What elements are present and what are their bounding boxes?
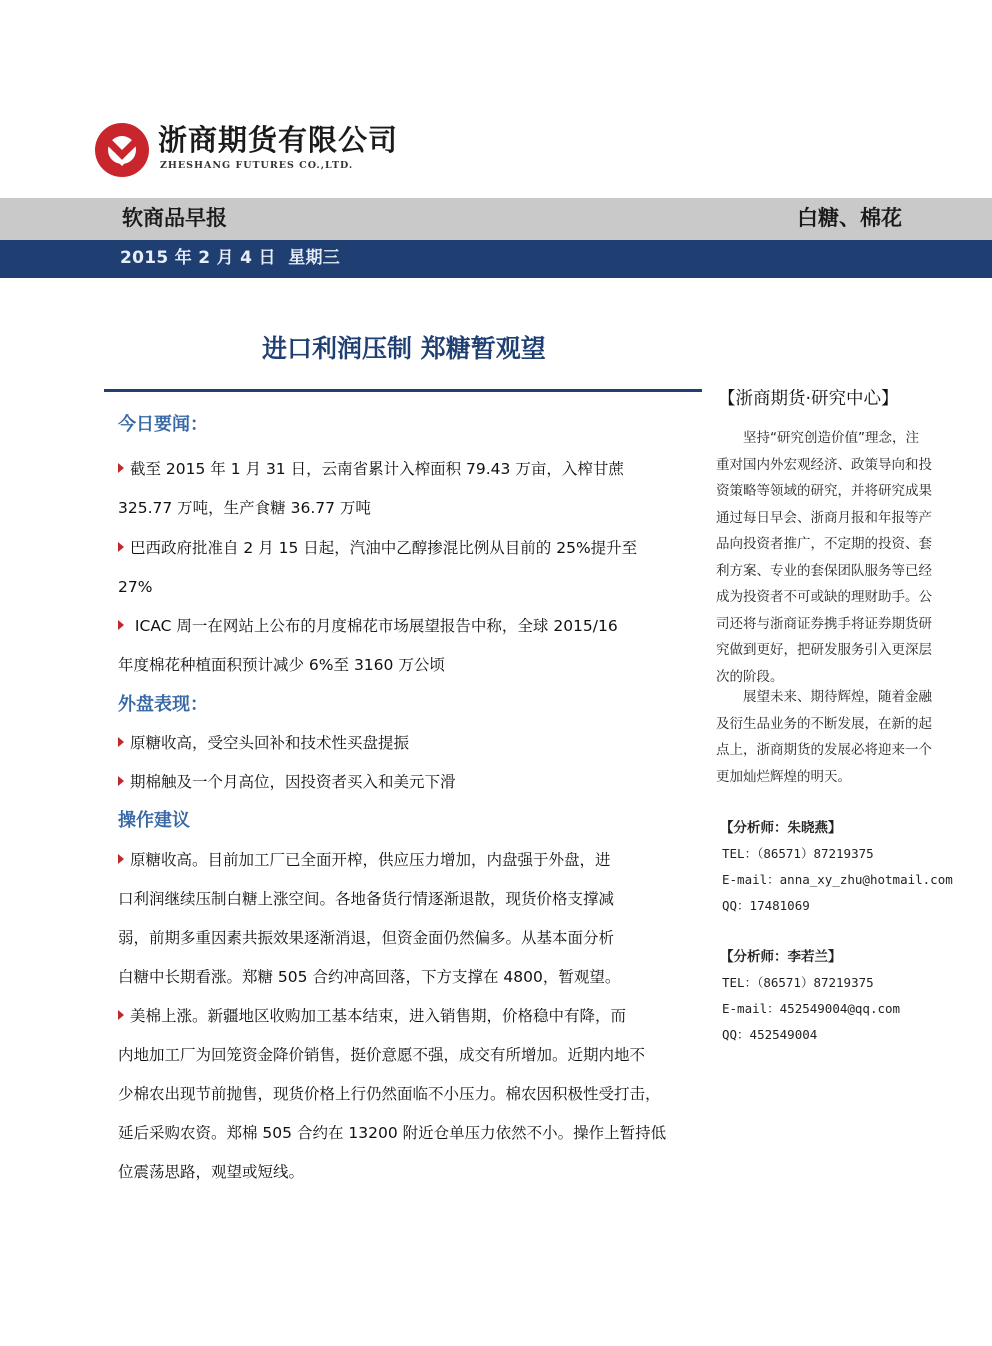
research-center-heading: 【浙商期货·研究中心】 xyxy=(718,389,899,409)
research-center-outlook: 展望未来、期待辉煌，随着金融 及衍生品业务的不断发展，在新的起 点上，浙商期货的发展必将迎来一个 更加灿烂辉煌的明天。 xyxy=(716,689,932,785)
report-type: 软商品早报 xyxy=(122,206,227,230)
title-divider xyxy=(104,389,702,392)
research-center-intro: 坚持“研究创造价值”理念，注 重对国内外宏观经济、政策导向和投 资策略等领域的研究，并将研究成果 通过每日早会、浙商月报和年报等产 品向投资者推广，不定期的投资、套 利方案、专业的套保团队服务等已经 成为投资者不可或缺的理财助手。公 司还将与浙商证券携手将证券期货研 究做到更好，把研发服务引入更深层 次的阶段。 xyxy=(716,430,932,685)
external-item: 原糖收高，受空头回补和技术性买盘提振 xyxy=(118,724,680,763)
news-item: ICAC 周一在网站上公布的月度棉花市场展望报告中称，全球 2015/16 年度棉花种植面积预计减少 6%至 3160 万公顷 xyxy=(118,617,618,674)
company-name-en: ZHESHANG FUTURES CO.,LTD. xyxy=(160,160,354,171)
analyst-qq: QQ：17481069 xyxy=(722,898,810,913)
report-date: 2015 年 2 月 4 日 星期三 xyxy=(120,248,341,268)
bullet-icon xyxy=(118,542,124,552)
section-heading-advice: 操作建议 xyxy=(118,810,190,831)
section-heading-external: 外盘表现： xyxy=(118,694,208,715)
external-item: 期棉触及一个月高位，因投资者买入和美元下滑 xyxy=(118,763,680,802)
analyst-tel: TEL：（86571）87219375 xyxy=(722,975,874,990)
report-title: 进口利润压制 郑糖暂观望 xyxy=(262,334,546,363)
analyst-qq: QQ：452549004 xyxy=(722,1027,818,1042)
bullet-icon xyxy=(118,854,124,864)
bullet-icon xyxy=(118,776,124,786)
analyst-heading: 【分析师：李若兰】 xyxy=(720,949,842,965)
bullet-icon xyxy=(118,737,124,747)
company-logo-icon xyxy=(94,122,150,178)
commodities-label: 白糖、棉花 xyxy=(797,206,902,230)
bullet-icon xyxy=(118,620,124,630)
news-item: 截至 2015 年 1 月 31 日，云南省累计入榨面积 79.43 万亩，入榨甘蔗 325.77 万吨，生产食糖 36.77 万吨 xyxy=(118,460,624,517)
section-heading-news: 今日要闻： xyxy=(118,414,208,435)
analyst-email[interactable]: E-mail：452549004@qq.com xyxy=(722,1001,901,1016)
analyst-tel: TEL：（86571）87219375 xyxy=(722,846,874,861)
company-name-cn: 浙商期货有限公司 xyxy=(158,123,399,157)
advice-cotton: 美棉上涨。新疆地区收购加工基本结束，进入销售期，价格稳中有降，而 内地加工厂为回笼资金降价销售，挺价意愿不强，成交有所增加。近期内地不 少棉农出现节前抛售，现货价格上行仍然面临不小压力。棉农因积极性受打击， 延后采购农资。郑棉 505 合约在 13200 附近仓单压力依然不小。操作上暂持低 位震荡思路，观望或短线。 xyxy=(118,1007,667,1181)
bullet-icon xyxy=(118,463,124,473)
news-item: 巴西政府批准自 2 月 15 日起，汽油中乙醇掺混比例从目前的 25%提升至 27% xyxy=(118,539,638,596)
analyst-email[interactable]: E-mail：anna_xy_zhu@hotmail.com xyxy=(722,872,953,887)
analyst-heading: 【分析师：朱晓燕】 xyxy=(720,820,842,836)
bullet-icon xyxy=(118,1010,124,1020)
advice-sugar: 原糖收高。目前加工厂已全面开榨，供应压力增加，内盘强于外盘，进 口利润继续压制白糖上涨空间。各地备货行情逐渐退散，现货价格支撑减 弱，前期多重因素共振效果逐渐消退，但资金面仍然偏多。从基本面分析 白糖中长期看涨。郑糖 505 合约冲高回落，下方支撑在 4800，暂观望。 xyxy=(118,851,621,986)
